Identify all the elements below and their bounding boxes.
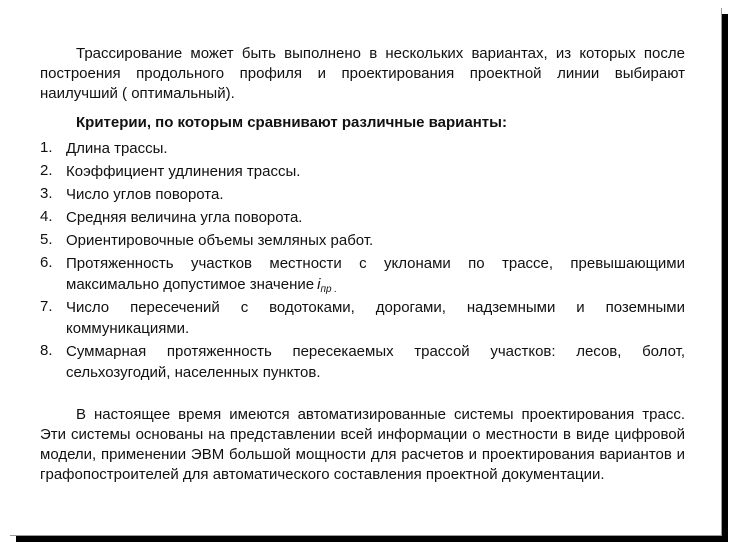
criteria-list [40,138,685,383]
document-page [10,8,722,536]
list-item-number: 3. [40,185,53,202]
criteria-heading: Критерии, по которым сравнивают различные варианты: [76,114,507,131]
list-item [40,207,685,228]
list-item-text-with-variable [66,253,685,295]
list-item-number: 8. [40,342,53,359]
list-item-text: Протяженность участков местности с уклонами по трассе, превышающими максимально допустимое значение [66,255,685,293]
closing-paragraph: В настоящее время имеются автоматизированные системы проектирования трасс. Эти системы основаны на представлении всей информации о местности в виде цифровой модели, применении ЭВМ большой мощности для расчетов и проектирования вариантов и графопостроителей для автоматического составления проектной документации. [40,406,685,483]
list-item [40,138,685,159]
document-content [40,44,685,485]
list-item [40,297,685,339]
list-item-number: 2. [40,162,53,179]
list-item-text: Длина трассы. [66,140,168,157]
list-item-text: Число пересечений с водотоками, дорогами, надземными и поземными коммуникациями. [66,299,685,337]
list-item-number: 1. [40,139,53,156]
list-item-text: Ориентировочные объемы земляных работ. [66,232,374,249]
list-item-text: Коэффициент удлинения трассы. [66,163,301,180]
intro-paragraph: Трассирование может быть выполнено в нескольких вариантах, из которых после построения продольного профиля и проектирования проектной линии выбирают наилучший ( оптимальный). [40,45,685,102]
slope-variable [317,276,337,293]
list-item [40,161,685,182]
list-item-number: 7. [40,298,53,315]
list-item-text: Средняя величина угла поворота. [66,209,303,226]
list-item-number: 6. [40,254,53,271]
list-item [40,230,685,251]
list-item-text: Суммарная протяженность пересекаемых трассой участков: лесов, болот, сельхозугодий, населенных пунктов. [66,343,685,381]
list-item-text: Число углов поворота. [66,186,224,203]
slope-subscript: пр . [320,284,338,295]
list-item-number: 5. [40,231,53,248]
list-item [40,253,685,295]
list-item [40,184,685,205]
list-item [40,341,685,383]
list-item-number: 4. [40,208,53,225]
slope-symbol: i [317,276,321,293]
